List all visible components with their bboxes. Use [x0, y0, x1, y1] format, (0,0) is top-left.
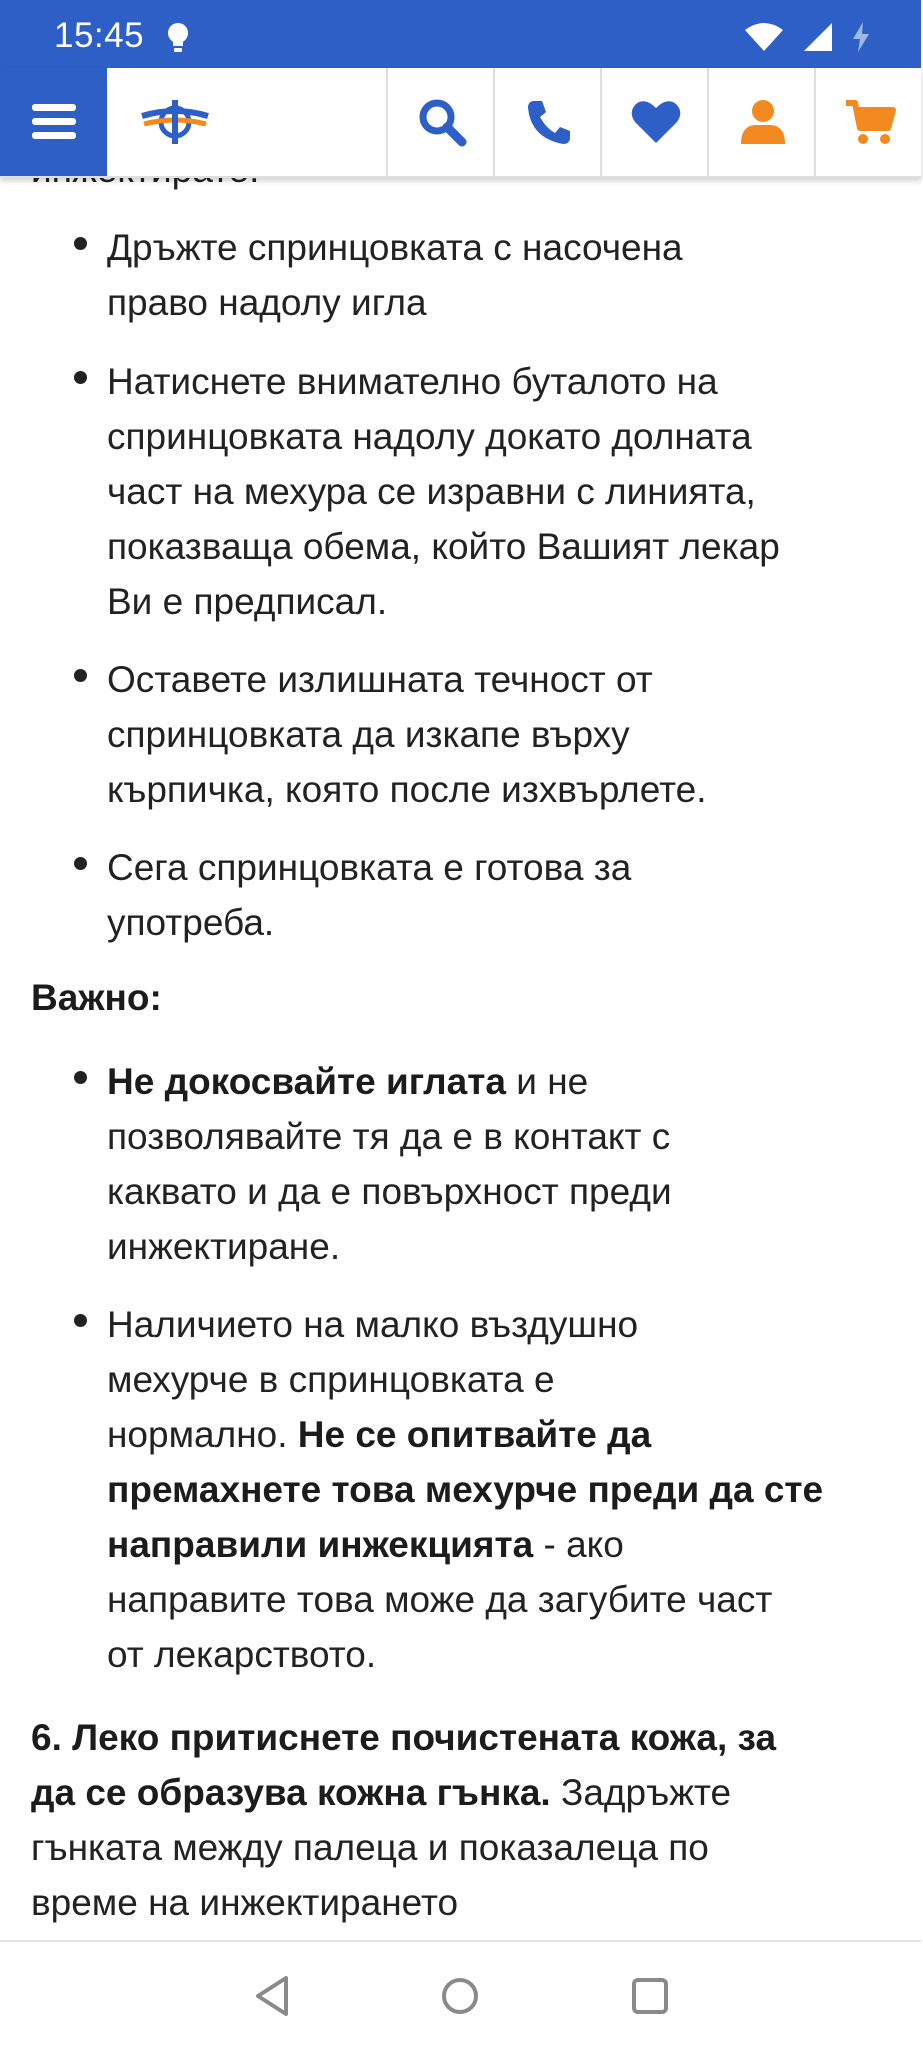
list-item-text: от лекарството. [107, 1634, 377, 1675]
cart-icon [844, 98, 896, 146]
list-item-text: Наличието на малко въздушно [107, 1304, 639, 1345]
list-item-text: право надолу игла [107, 282, 427, 323]
status-icons [730, 22, 871, 52]
bullet-dot [74, 669, 87, 682]
list-item-text: спринцовката да изкапе върху [107, 714, 630, 755]
plain-text: - ако [533, 1524, 624, 1565]
plain-text: и не [505, 1061, 589, 1102]
list-item-text: Сега спринцовката е готова за [107, 847, 632, 888]
bold-text: да се образува кожна гънка. [31, 1772, 551, 1813]
important-heading: Важно: [31, 977, 162, 1018]
list-item-text: Оставете излишната течност от [107, 659, 653, 700]
list-item-text: Натиснете внимателно буталото на [107, 361, 718, 402]
list-item-text: Ви е предписал. [107, 581, 388, 622]
list-item-text: каквато и да е повърхност преди [107, 1171, 672, 1212]
bullet-dot [74, 1314, 87, 1327]
paragraph-line [31, 1710, 776, 1765]
list-item-text: кърпичка, която после изхвърлете. [107, 769, 707, 810]
paragraph-line [31, 1765, 731, 1820]
list-item-text: мехурче в спринцовката е [107, 1359, 555, 1400]
account-button[interactable] [707, 68, 816, 176]
bullet-dot [74, 371, 87, 384]
bold-text: Не се опитвайте да [297, 1414, 652, 1455]
search-button[interactable] [386, 68, 495, 176]
list-item-text: направите това може да загубите част [107, 1579, 773, 1620]
phone-button[interactable] [493, 68, 602, 176]
list-item-text [107, 1054, 588, 1109]
plain-text: нормално. [107, 1414, 298, 1455]
bullet-dot [74, 1071, 87, 1084]
list-item-text: инжектиране. [107, 1226, 341, 1267]
menu-button[interactable] [0, 68, 107, 176]
wifi-icon [744, 22, 784, 52]
bullet-dot [74, 857, 87, 870]
bold-text: направили инжекцията [107, 1524, 534, 1565]
heart-icon [630, 99, 682, 145]
paragraph-line: време на инжектирането [31, 1882, 459, 1923]
list-item-text: спринцовката надолу докато долната [107, 416, 752, 457]
cart-button[interactable] [814, 68, 923, 176]
bold-text: премахнете това мехурче преди да сте [107, 1469, 824, 1510]
bold-text: 6. Леко притиснете почистената кожа, за [31, 1717, 777, 1758]
list-item-text [107, 1517, 624, 1572]
status-time: 15:45 [54, 16, 145, 55]
user-icon [739, 98, 787, 146]
list-item-text [107, 1407, 651, 1462]
list-item-text: позволявайте тя да е в контакт с [107, 1116, 671, 1157]
bullet-dot [74, 237, 87, 250]
list-item-text: част на мехура се изравни с линията, [107, 471, 756, 512]
phone-icon [525, 98, 573, 146]
list-item-text: показваща обема, който Вашият лекар [107, 526, 780, 567]
battery-charging-icon [851, 22, 871, 52]
bold-text: Не докосвайте иглата [107, 1061, 506, 1102]
back-icon[interactable] [248, 1972, 296, 2020]
lightbulb-icon [166, 22, 190, 54]
home-icon[interactable] [436, 1972, 484, 2020]
recents-icon[interactable] [626, 1972, 674, 2020]
list-item-text: употреба. [107, 902, 275, 943]
article-content [0, 176, 921, 1940]
signal-icon [803, 22, 833, 52]
plain-text: Задръжте [550, 1772, 732, 1813]
system-nav-bar [0, 1940, 921, 2050]
list-item-text [107, 1462, 823, 1517]
top-nav [0, 68, 921, 178]
search-icon [417, 97, 467, 147]
status-bar [0, 0, 921, 68]
list-item-text: Дръжте спринцовката с насочена [107, 227, 683, 268]
menu-icon [32, 103, 76, 141]
paragraph-line: гънката между палеца и показалеца по [31, 1827, 709, 1868]
pharmacy-logo[interactable] [138, 94, 212, 150]
favorites-button[interactable] [600, 68, 709, 176]
